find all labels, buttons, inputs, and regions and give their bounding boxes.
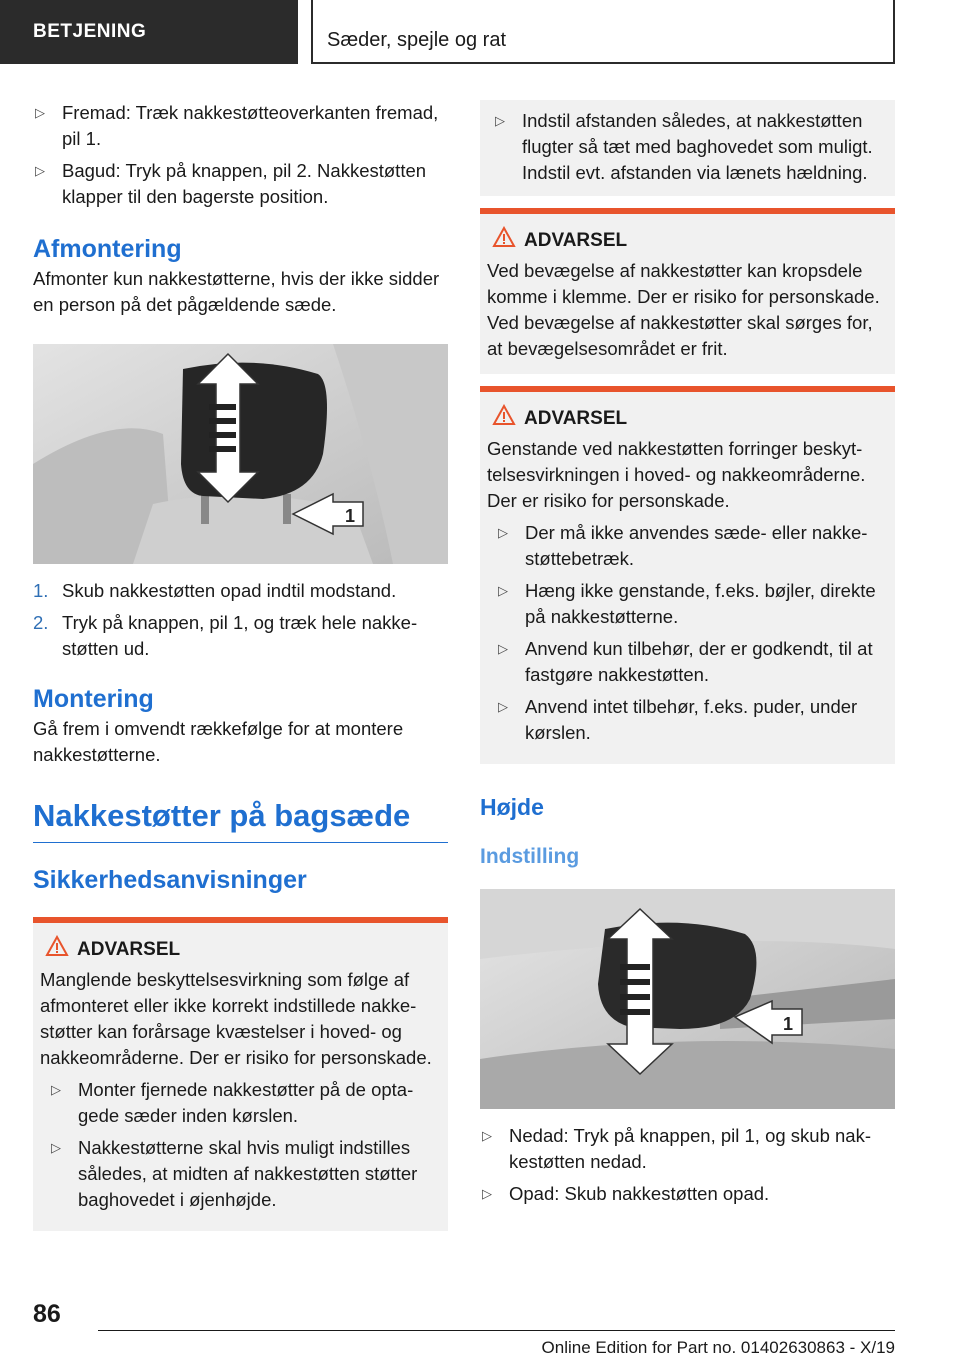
arrow-label: 1 bbox=[345, 506, 356, 526]
warning-text: Genstande ved nakkestøtten forringer beskyttelsesvirkningen i hoved- og nakkeområderne. Der er risiko for personskade. bbox=[487, 438, 866, 511]
warning-text: Manglende beskyttelsesvirkning som følge af afmonteret eller ikke korrekt indstillede nakkestøtter kan forårsage kvæstelser i hoved- og nakkeområderne. Der er risiko for personskade. bbox=[40, 969, 432, 1068]
warning-title-text: ADVARSEL bbox=[77, 939, 181, 960]
page-number: 86 bbox=[33, 1300, 61, 1328]
montering-heading: Montering bbox=[33, 685, 154, 713]
warning-triangle-icon bbox=[492, 404, 516, 426]
list-item: ▷ Hæng ikke genstande, f.eks. bøjler, direkte på nakkestøtterne. bbox=[496, 578, 889, 630]
footer-edition: Online Edition for Part no. 01402630863 - X/19 bbox=[541, 1338, 895, 1357]
warning-text: Ved bevægelse af nakkestøtter kan kropsdele komme i klemme. Der er risiko for personskade. Ved bevægelse af nakkestøtter skal sørges for, at bevægelsesområdet er frit. bbox=[487, 260, 880, 359]
list-item: ▷ Der må ikke anvendes sæde- eller nakkestøttebetræk. bbox=[496, 520, 889, 572]
warning-title bbox=[40, 937, 442, 963]
warning-box bbox=[33, 917, 448, 1231]
header-chapter: Sæder, spejle og rat bbox=[311, 0, 895, 64]
step-text: Tryk på knappen, pil 1, og træk hele nakkestøtten ud. bbox=[62, 612, 418, 659]
footer-divider bbox=[98, 1330, 895, 1331]
headrest-photo-front bbox=[33, 344, 448, 564]
montering-text: Gå frem i omvendt rækkefølge for at montere nakkestøtterne. bbox=[33, 718, 404, 765]
list-item bbox=[33, 610, 448, 662]
right-column bbox=[480, 100, 895, 1213]
step-text: Skub nakkestøtten opad indtil modstand. bbox=[62, 580, 397, 601]
header-section: BETJENING bbox=[0, 0, 298, 64]
steps-list bbox=[33, 578, 448, 662]
list-item: ▷ Nakkestøtterne skal hvis muligt indstilles således, at midten af nakkestøtten støtter baghovedet i øjenhøjde. bbox=[49, 1135, 442, 1213]
list-item: ▷ Indstil afstanden således, at nakkestøtten flugter så tæt med baghovedet som muligt. Indstil evt. afstanden via lænets hældning. bbox=[493, 108, 889, 186]
arrow-label: 1 bbox=[783, 1014, 794, 1034]
list-item: ▷ Monter fjernede nakkestøtter på de optagede sæder inden kørslen. bbox=[49, 1077, 442, 1129]
list-item: ▷ Fremad: Træk nakkestøtteoverkanten fremad, pil 1. bbox=[33, 100, 448, 152]
list-item bbox=[33, 578, 448, 604]
list-item: ▷ Bagud: Tryk på knappen, pil 2. Nakkestøtten klapper til den bagerste position. bbox=[33, 158, 448, 210]
afmontering-heading: Afmontering bbox=[33, 235, 182, 263]
list-item: ▷ Opad: Skub nakkestøtten opad. bbox=[480, 1181, 895, 1207]
indstilling-heading: Indstilling bbox=[480, 845, 580, 868]
left-column bbox=[33, 100, 448, 1231]
warning-title bbox=[487, 228, 889, 254]
warning-box bbox=[480, 386, 895, 764]
headrest-photo-rear bbox=[480, 889, 895, 1109]
warning-triangle-icon bbox=[492, 226, 516, 248]
safety-heading: Sikkerhedsanvisninger bbox=[33, 866, 307, 894]
list-item: ▷ Nedad: Tryk på knappen, pil 1, og skub nakkestøtten nedad. bbox=[480, 1123, 895, 1175]
main-heading: Nakkestøtter på bagsæde bbox=[33, 796, 448, 843]
list-item: ▷ Anvend kun tilbehør, der er godkendt, til at fastgøre nakkestøtten. bbox=[496, 636, 889, 688]
list-item: ▷ Anvend intet tilbehør, f.eks. puder, under kørslen. bbox=[496, 694, 889, 746]
warning-box bbox=[480, 208, 895, 374]
afmontering-text: Afmonter kun nakkestøtterne, hvis der ikke sidder en person på det pågældende sæde. bbox=[33, 268, 440, 315]
warning-triangle-icon bbox=[45, 935, 69, 957]
warning-title-text: ADVARSEL bbox=[524, 230, 628, 251]
warning-title-text: ADVARSEL bbox=[524, 408, 628, 429]
bottom-bullets bbox=[480, 1123, 895, 1207]
step-number: 2. bbox=[33, 612, 49, 633]
warning-title bbox=[487, 406, 889, 432]
step-number: 1. bbox=[33, 580, 49, 601]
instruction-box bbox=[480, 100, 895, 196]
hojde-heading: Højde bbox=[480, 794, 544, 820]
